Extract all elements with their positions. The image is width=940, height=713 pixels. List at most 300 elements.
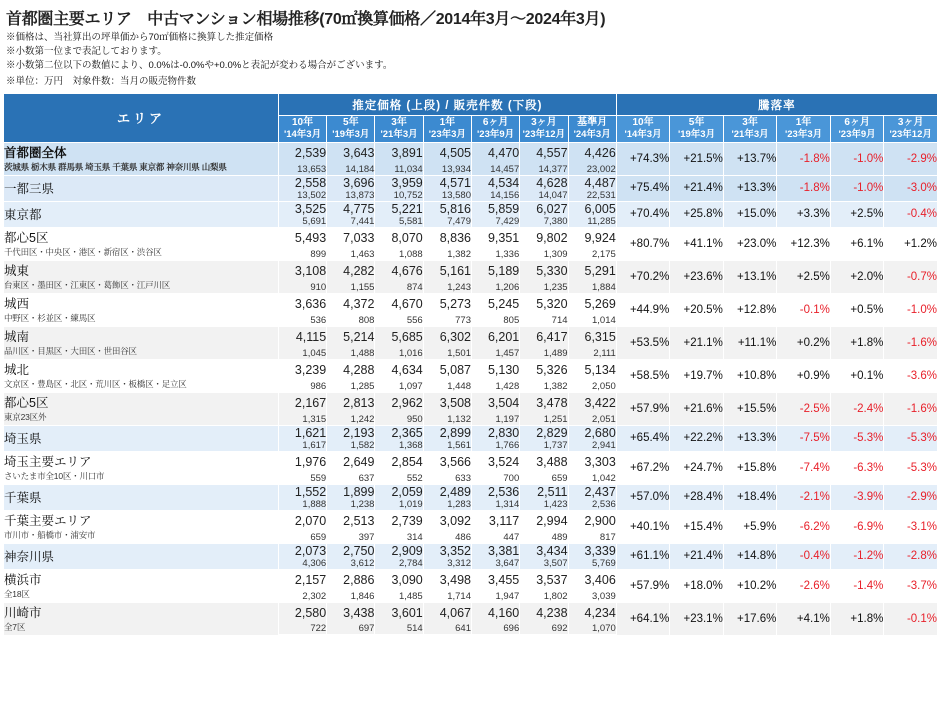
row-area-label xyxy=(4,484,279,510)
price-cell: 3,508 xyxy=(423,392,471,410)
rate-cell: +64.1% xyxy=(616,602,670,635)
count-cell: 1,947 xyxy=(471,587,519,602)
count-cell: 692 xyxy=(520,620,568,634)
count-cell: 2,051 xyxy=(568,410,616,425)
price-cell: 3,525 xyxy=(278,201,326,216)
row-area-label xyxy=(4,602,279,635)
rate-cell: +80.7% xyxy=(616,227,670,260)
area-sub-label: 全18区 xyxy=(4,588,30,599)
row-area-label xyxy=(4,227,279,260)
count-cell: 637 xyxy=(327,469,375,484)
area-name: 首都圏全体 xyxy=(4,145,67,160)
count-cell: 5,769 xyxy=(568,558,616,570)
area-name: 神奈川県 xyxy=(4,550,55,565)
price-cell: 3,339 xyxy=(568,543,616,558)
count-cell: 986 xyxy=(278,377,326,392)
count-cell: 10,752 xyxy=(375,190,423,202)
rate-cell: +13.3% xyxy=(723,425,777,451)
rate-cell: +17.6% xyxy=(723,602,777,635)
count-cell: 1,309 xyxy=(520,245,568,260)
header-rate-col-3m: 3ヶ月 '23年12月 xyxy=(884,116,938,142)
count-cell: 1,336 xyxy=(471,245,519,260)
area-sub-label: さいたま市全10区・川口市 xyxy=(4,470,105,481)
count-cell: 633 xyxy=(423,469,471,484)
price-cell: 2,073 xyxy=(278,543,326,558)
rate-cell: +24.7% xyxy=(670,451,724,484)
rate-cell: +13.7% xyxy=(723,142,777,175)
row-area-label xyxy=(4,359,279,392)
rate-cell: -7.4% xyxy=(777,451,831,484)
count-cell: 14,047 xyxy=(520,190,568,202)
rate-cell: +70.2% xyxy=(616,260,670,293)
row-area-label xyxy=(4,392,279,425)
area-sub-label: 市川市・船橋市・浦安市 xyxy=(4,529,96,540)
price-cell: 5,326 xyxy=(520,359,568,377)
count-cell: 7,380 xyxy=(520,216,568,228)
row-area-label xyxy=(4,260,279,293)
rate-cell: -2.6% xyxy=(777,569,831,602)
price-cell: 6,027 xyxy=(520,201,568,216)
rate-cell: +11.1% xyxy=(723,326,777,359)
rate-cell: +0.5% xyxy=(830,293,884,326)
count-cell: 7,479 xyxy=(423,216,471,228)
count-cell: 1,042 xyxy=(568,469,616,484)
price-cell: 2,513 xyxy=(327,510,375,528)
rate-cell: +1.8% xyxy=(830,326,884,359)
price-cell: 7,033 xyxy=(327,227,375,245)
count-cell: 7,429 xyxy=(471,216,519,228)
header-rate-col-5y: 5年 '19年3月 xyxy=(670,116,724,142)
price-cell: 1,899 xyxy=(327,484,375,499)
price-cell: 2,437 xyxy=(568,484,616,499)
rate-cell: -0.4% xyxy=(884,201,938,227)
header-price-col-1y: 1年 '23年3月 xyxy=(423,116,471,142)
count-cell: 1,014 xyxy=(568,311,616,326)
price-cell: 3,108 xyxy=(278,260,326,278)
count-cell: 3,039 xyxy=(568,587,616,602)
count-cell: 559 xyxy=(278,469,326,484)
rate-cell: +10.2% xyxy=(723,569,777,602)
rate-cell: +2.0% xyxy=(830,260,884,293)
count-cell: 1,489 xyxy=(520,344,568,359)
area-name: 埼玉主要エリア xyxy=(4,454,92,469)
count-cell: 641 xyxy=(423,620,471,634)
rate-cell: +2.5% xyxy=(777,260,831,293)
rate-cell: -2.8% xyxy=(884,543,938,569)
table-row xyxy=(4,602,938,620)
rate-cell: +10.8% xyxy=(723,359,777,392)
row-area-label xyxy=(4,326,279,359)
price-cell: 3,566 xyxy=(423,451,471,469)
count-cell: 659 xyxy=(278,528,326,543)
rate-cell: +18.4% xyxy=(723,484,777,510)
price-cell: 9,802 xyxy=(520,227,568,245)
price-cell: 5,859 xyxy=(471,201,519,216)
count-cell: 1,097 xyxy=(375,377,423,392)
rate-cell: -3.0% xyxy=(884,175,938,201)
table-row xyxy=(4,175,938,190)
price-cell: 4,282 xyxy=(327,260,375,278)
price-cell: 5,221 xyxy=(375,201,423,216)
rate-cell: +3.3% xyxy=(777,201,831,227)
header-price-col-3m: 3ヶ月 '23年12月 xyxy=(520,116,568,142)
rate-cell: +21.4% xyxy=(670,175,724,201)
rate-cell: -0.4% xyxy=(777,543,831,569)
area-name: 一都三県 xyxy=(4,182,55,197)
price-cell: 3,422 xyxy=(568,392,616,410)
header-price-col-5y: 5年 '19年3月 xyxy=(327,116,375,142)
price-cell: 4,534 xyxy=(471,175,519,190)
rate-cell: +0.2% xyxy=(777,326,831,359)
rate-cell: +12.3% xyxy=(777,227,831,260)
count-cell: 1,617 xyxy=(278,440,326,452)
count-cell: 11,034 xyxy=(375,160,423,175)
count-cell: 314 xyxy=(375,528,423,543)
rate-cell: -1.4% xyxy=(830,569,884,602)
price-cell: 5,291 xyxy=(568,260,616,278)
count-cell: 5,581 xyxy=(375,216,423,228)
count-cell: 1,884 xyxy=(568,278,616,293)
count-cell: 1,045 xyxy=(278,344,326,359)
price-cell: 4,372 xyxy=(327,293,375,311)
price-cell: 3,438 xyxy=(327,602,375,620)
rate-cell: +15.0% xyxy=(723,201,777,227)
header-rate-col-3y: 3年 '21年3月 xyxy=(723,116,777,142)
count-cell: 1,314 xyxy=(471,499,519,511)
count-cell: 2,536 xyxy=(568,499,616,511)
rate-cell: +12.8% xyxy=(723,293,777,326)
price-cell: 2,900 xyxy=(568,510,616,528)
area-name: 埼玉県 xyxy=(4,432,42,447)
price-cell: 5,816 xyxy=(423,201,471,216)
rate-cell: +21.1% xyxy=(670,326,724,359)
rate-cell: +57.9% xyxy=(616,392,670,425)
page-title: 首都圏主要エリア 中古マンション相場推移(70㎡換算価格／2014年3月〜2024年3月) xyxy=(6,11,606,28)
price-cell: 4,634 xyxy=(375,359,423,377)
count-cell: 556 xyxy=(375,311,423,326)
header-price-col-3y: 3年 '21年3月 xyxy=(375,116,423,142)
count-cell: 14,457 xyxy=(471,160,519,175)
rate-cell: +21.6% xyxy=(670,392,724,425)
table-row xyxy=(4,359,938,377)
price-cell: 3,696 xyxy=(327,175,375,190)
rate-cell: -1.0% xyxy=(830,175,884,201)
count-cell: 1,197 xyxy=(471,410,519,425)
rate-cell: +6.1% xyxy=(830,227,884,260)
price-cell: 2,813 xyxy=(327,392,375,410)
area-name: 千葉県 xyxy=(4,491,42,506)
rate-cell: -3.7% xyxy=(884,569,938,602)
price-cell: 2,193 xyxy=(327,425,375,440)
price-cell: 3,117 xyxy=(471,510,519,528)
count-cell: 1,238 xyxy=(327,499,375,511)
price-cell: 4,160 xyxy=(471,602,519,620)
price-cell: 3,891 xyxy=(375,142,423,160)
area-name: 城東 xyxy=(4,263,30,278)
count-cell: 13,580 xyxy=(423,190,471,202)
price-cell: 4,426 xyxy=(568,142,616,160)
price-cell: 2,539 xyxy=(278,142,326,160)
count-cell: 2,784 xyxy=(375,558,423,570)
price-cell: 3,303 xyxy=(568,451,616,469)
area-sub-label: 中野区・杉並区・練馬区 xyxy=(4,312,96,323)
count-cell: 1,242 xyxy=(327,410,375,425)
count-cell: 1,561 xyxy=(423,440,471,452)
rate-cell: -1.2% xyxy=(830,543,884,569)
rate-cell: -1.0% xyxy=(884,293,938,326)
price-cell: 4,505 xyxy=(423,142,471,160)
price-cell: 5,245 xyxy=(471,293,519,311)
price-cell: 6,201 xyxy=(471,326,519,344)
price-cell: 2,994 xyxy=(520,510,568,528)
rate-cell: -1.8% xyxy=(777,142,831,175)
count-cell: 714 xyxy=(520,311,568,326)
price-cell: 2,909 xyxy=(375,543,423,558)
price-cell: 8,836 xyxy=(423,227,471,245)
count-cell: 1,132 xyxy=(423,410,471,425)
price-cell: 2,962 xyxy=(375,392,423,410)
area-sub-label: 千代田区・中央区・港区・新宿区・渋谷区 xyxy=(4,246,162,257)
count-cell: 773 xyxy=(423,311,471,326)
rate-cell: -5.3% xyxy=(884,425,938,451)
rate-cell: +15.8% xyxy=(723,451,777,484)
price-cell: 3,381 xyxy=(471,543,519,558)
rate-cell: +15.4% xyxy=(670,510,724,543)
price-cell: 3,643 xyxy=(327,142,375,160)
count-cell: 1,070 xyxy=(568,620,616,634)
count-cell: 3,612 xyxy=(327,558,375,570)
table-header xyxy=(4,94,938,142)
count-cell: 3,507 xyxy=(520,558,568,570)
rate-cell: +25.8% xyxy=(670,201,724,227)
count-cell: 1,714 xyxy=(423,587,471,602)
price-cell: 6,417 xyxy=(520,326,568,344)
price-cell: 5,130 xyxy=(471,359,519,377)
price-cell: 3,498 xyxy=(423,569,471,587)
rate-cell: -6.2% xyxy=(777,510,831,543)
row-area-label xyxy=(4,425,279,451)
rate-cell: -2.9% xyxy=(884,142,938,175)
count-cell: 1,315 xyxy=(278,410,326,425)
count-cell: 1,285 xyxy=(327,377,375,392)
price-cell: 3,239 xyxy=(278,359,326,377)
count-cell: 13,873 xyxy=(327,190,375,202)
count-cell: 1,488 xyxy=(327,344,375,359)
rate-cell: +0.1% xyxy=(830,359,884,392)
price-cell: 5,320 xyxy=(520,293,568,311)
rate-cell: +70.4% xyxy=(616,201,670,227)
table-row xyxy=(4,451,938,469)
area-name: 東京都 xyxy=(4,208,42,223)
rate-cell: -1.0% xyxy=(830,142,884,175)
price-cell: 4,067 xyxy=(423,602,471,620)
count-cell: 910 xyxy=(278,278,326,293)
price-cell: 1,976 xyxy=(278,451,326,469)
rate-cell: +58.5% xyxy=(616,359,670,392)
count-cell: 1,368 xyxy=(375,440,423,452)
price-cell: 2,558 xyxy=(278,175,326,190)
price-cell: 3,352 xyxy=(423,543,471,558)
price-cell: 1,621 xyxy=(278,425,326,440)
table-row xyxy=(4,227,938,245)
count-cell: 1,155 xyxy=(327,278,375,293)
rate-cell: +23.0% xyxy=(723,227,777,260)
count-cell: 14,377 xyxy=(520,160,568,175)
count-cell: 1,457 xyxy=(471,344,519,359)
count-cell: 1,088 xyxy=(375,245,423,260)
price-cell: 2,489 xyxy=(423,484,471,499)
rate-cell: +4.1% xyxy=(777,602,831,635)
count-cell: 1,019 xyxy=(375,499,423,511)
rate-cell: +67.2% xyxy=(616,451,670,484)
rate-cell: -5.3% xyxy=(884,451,938,484)
table-row xyxy=(4,543,938,558)
price-cell: 2,365 xyxy=(375,425,423,440)
table-body xyxy=(4,142,938,635)
header-price-group: 推定価格 (上段) / 販売件数 (下段) xyxy=(278,94,616,116)
price-cell: 3,092 xyxy=(423,510,471,528)
rate-cell: -1.6% xyxy=(884,392,938,425)
price-cell: 6,315 xyxy=(568,326,616,344)
price-cell: 2,167 xyxy=(278,392,326,410)
price-cell: 5,087 xyxy=(423,359,471,377)
count-cell: 1,846 xyxy=(327,587,375,602)
price-cell: 2,750 xyxy=(327,543,375,558)
count-cell: 1,382 xyxy=(520,377,568,392)
count-cell: 1,235 xyxy=(520,278,568,293)
price-cell: 3,636 xyxy=(278,293,326,311)
price-cell: 4,238 xyxy=(520,602,568,620)
rate-cell: +2.5% xyxy=(830,201,884,227)
price-cell: 4,288 xyxy=(327,359,375,377)
rate-cell: +14.8% xyxy=(723,543,777,569)
count-cell: 1,016 xyxy=(375,344,423,359)
count-cell: 3,647 xyxy=(471,558,519,570)
count-cell: 722 xyxy=(278,620,326,634)
row-area-label xyxy=(4,201,279,227)
rate-cell: -1.6% xyxy=(884,326,938,359)
table-row xyxy=(4,484,938,499)
price-cell: 2,886 xyxy=(327,569,375,587)
price-cell: 3,537 xyxy=(520,569,568,587)
price-cell: 3,455 xyxy=(471,569,519,587)
count-cell: 447 xyxy=(471,528,519,543)
count-cell: 1,448 xyxy=(423,377,471,392)
rate-cell: -2.9% xyxy=(884,484,938,510)
count-cell: 2,050 xyxy=(568,377,616,392)
rate-cell: +74.3% xyxy=(616,142,670,175)
rate-cell: +21.5% xyxy=(670,142,724,175)
count-cell: 552 xyxy=(375,469,423,484)
price-cell: 2,830 xyxy=(471,425,519,440)
price-cell: 3,090 xyxy=(375,569,423,587)
rate-cell: -0.1% xyxy=(777,293,831,326)
area-sub-label: 品川区・目黒区・大田区・世田谷区 xyxy=(4,345,137,356)
price-cell: 2,680 xyxy=(568,425,616,440)
rate-cell: +23.1% xyxy=(670,602,724,635)
rate-cell: +13.1% xyxy=(723,260,777,293)
table-row xyxy=(4,392,938,410)
count-cell: 3,312 xyxy=(423,558,471,570)
count-cell: 1,382 xyxy=(423,245,471,260)
count-cell: 808 xyxy=(327,311,375,326)
count-cell: 899 xyxy=(278,245,326,260)
row-area-label xyxy=(4,142,279,175)
rate-cell: +21.4% xyxy=(670,543,724,569)
price-cell: 4,470 xyxy=(471,142,519,160)
rate-cell: +23.6% xyxy=(670,260,724,293)
price-cell: 3,524 xyxy=(471,451,519,469)
count-cell: 1,737 xyxy=(520,440,568,452)
price-cell: 2,739 xyxy=(375,510,423,528)
price-cell: 5,269 xyxy=(568,293,616,311)
rate-cell: +53.5% xyxy=(616,326,670,359)
area-sub-label: 全7区 xyxy=(4,621,26,632)
rate-cell: +22.2% xyxy=(670,425,724,451)
note-1: ※価格は、当社算出の坪単価から70㎡価格に換算した推定価格 xyxy=(6,32,274,43)
count-cell: 1,283 xyxy=(423,499,471,511)
price-cell: 4,487 xyxy=(568,175,616,190)
area-sub-label: 文京区・豊島区・北区・荒川区・板橋区・足立区 xyxy=(4,378,187,389)
price-cell: 2,854 xyxy=(375,451,423,469)
price-trend-table xyxy=(3,93,938,635)
rate-cell: +18.0% xyxy=(670,569,724,602)
area-sub-label: 東京23区外 xyxy=(4,411,47,422)
count-cell: 2,111 xyxy=(568,344,616,359)
rate-cell: +75.4% xyxy=(616,175,670,201)
row-area-label xyxy=(4,510,279,543)
price-cell: 5,161 xyxy=(423,260,471,278)
price-cell: 5,214 xyxy=(327,326,375,344)
price-cell: 9,924 xyxy=(568,227,616,245)
count-cell: 7,441 xyxy=(327,216,375,228)
rate-cell: -2.4% xyxy=(830,392,884,425)
price-cell: 5,134 xyxy=(568,359,616,377)
price-cell: 5,330 xyxy=(520,260,568,278)
rate-cell: -0.7% xyxy=(884,260,938,293)
count-cell: 1,485 xyxy=(375,587,423,602)
count-cell: 817 xyxy=(568,528,616,543)
count-cell: 486 xyxy=(423,528,471,543)
header-rate-col-6m: 6ヶ月 '23年9月 xyxy=(830,116,884,142)
price-cell: 4,628 xyxy=(520,175,568,190)
price-cell: 2,070 xyxy=(278,510,326,528)
count-cell: 659 xyxy=(520,469,568,484)
count-cell: 13,502 xyxy=(278,190,326,202)
table-row xyxy=(4,201,938,216)
rate-cell: +20.5% xyxy=(670,293,724,326)
count-cell: 1,428 xyxy=(471,377,519,392)
area-name: 城南 xyxy=(4,329,30,344)
area-name: 横浜市 xyxy=(4,572,42,587)
table-row xyxy=(4,293,938,311)
row-area-label xyxy=(4,543,279,569)
area-name: 千葉主要エリア xyxy=(4,513,92,528)
table-row xyxy=(4,326,938,344)
rate-cell: -7.5% xyxy=(777,425,831,451)
price-cell: 3,504 xyxy=(471,392,519,410)
count-cell: 14,184 xyxy=(327,160,375,175)
rate-cell: +19.7% xyxy=(670,359,724,392)
count-cell: 1,463 xyxy=(327,245,375,260)
rate-cell: -2.1% xyxy=(777,484,831,510)
area-sub-label: 茨城県 栃木県 群馬県 埼玉県 千葉県 東京都 神奈川県 山梨県 xyxy=(4,161,227,172)
header-price-col-6m: 6ヶ月 '23年9月 xyxy=(471,116,519,142)
header-rate-col-1y: 1年 '23年3月 xyxy=(777,116,831,142)
count-cell: 11,285 xyxy=(568,216,616,228)
price-cell: 6,302 xyxy=(423,326,471,344)
price-cell: 4,115 xyxy=(278,326,326,344)
